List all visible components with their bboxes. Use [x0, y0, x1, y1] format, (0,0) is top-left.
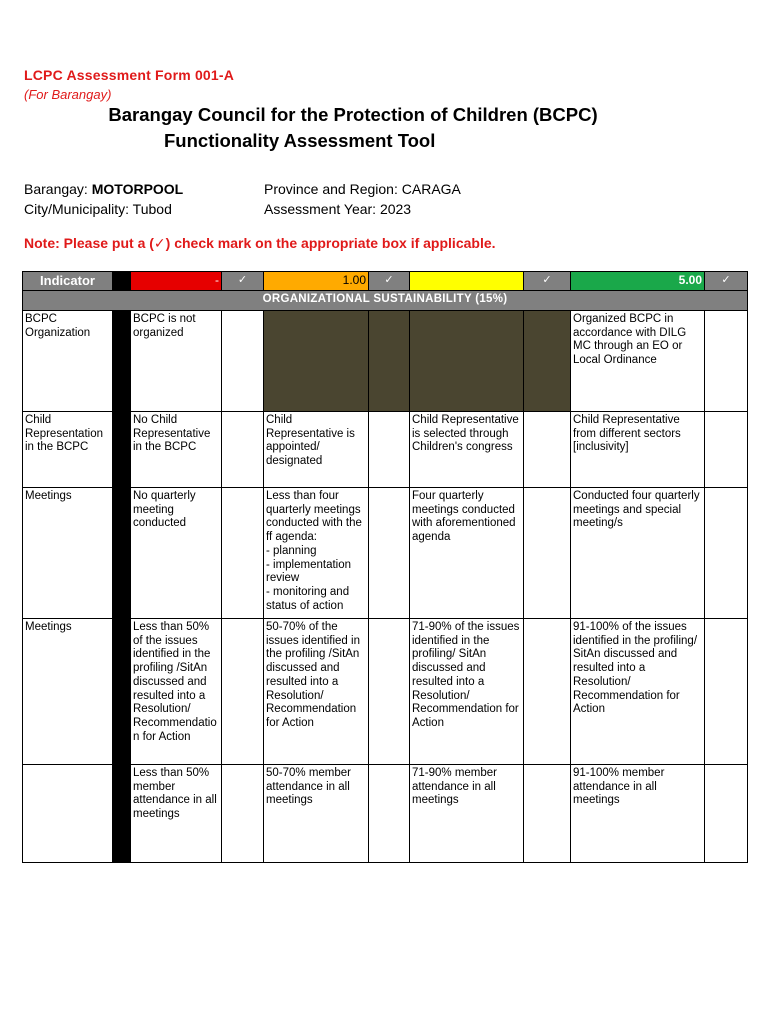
check-header-3: ✓ — [524, 272, 571, 291]
score-0-cell: No Child Representative in the BCPC — [131, 412, 222, 488]
table-row — [23, 488, 748, 619]
score-0-cell: Less than 50% member attendance in all meetings — [131, 765, 222, 863]
score-1-cell: Child Representative is appointed/ designated — [264, 412, 369, 488]
score-3-cell: 71-90% member attendance in all meetings — [410, 765, 524, 863]
check-header-5: ✓ — [705, 272, 748, 291]
score-3-header: 3.00 — [410, 272, 524, 291]
divider-cell — [113, 765, 131, 863]
table-row — [23, 619, 748, 765]
instruction-note: Note: Please put a (✓) check mark on the appropriate box if applicable. — [24, 235, 496, 251]
check-box-3[interactable] — [524, 488, 571, 619]
score-header-row — [23, 272, 748, 291]
score-5-cell: 91-100% of the issues identified in the profiling/ SitAn discussed and resulted into a Resolution/ Recommendation for Action — [571, 619, 705, 765]
check-box-3[interactable] — [524, 619, 571, 765]
form-subtitle: (For Barangay) — [24, 87, 112, 102]
year-label: Assessment Year: — [264, 201, 380, 217]
check-box-1 — [369, 311, 410, 412]
check-header-0: ✓ — [222, 272, 264, 291]
divider-cell — [113, 619, 131, 765]
assessment-table — [22, 271, 748, 863]
divider-cell — [113, 488, 131, 619]
check-box-0[interactable] — [222, 488, 264, 619]
indicator-cell — [23, 765, 113, 863]
score-0-cell: Less than 50% of the issues identified in the profiling /SitAn discussed and resulted into a Resolution/ Recommendation for Action — [131, 619, 222, 765]
check-box-5[interactable] — [705, 412, 748, 488]
check-box-5[interactable] — [705, 488, 748, 619]
province-field — [264, 181, 461, 197]
check-box-3 — [524, 311, 571, 412]
check-box-1[interactable] — [369, 765, 410, 863]
indicator-header: Indicator — [23, 272, 113, 291]
check-box-5[interactable] — [705, 765, 748, 863]
score-1-header: 1.00 — [264, 272, 369, 291]
province-value: CARAGA — [401, 181, 461, 197]
table-row — [23, 412, 748, 488]
city-label: City/Municipality: — [24, 201, 133, 217]
check-box-0[interactable] — [222, 619, 264, 765]
score-1-cell: 50-70% of the issues identified in the profiling /SitAn discussed and resulted into a Resolution/ Recommendation for Action — [264, 619, 369, 765]
check-box-1[interactable] — [369, 412, 410, 488]
section-title: ORGANIZATIONAL SUSTAINABILITY (15%) — [23, 291, 748, 311]
barangay-field — [24, 181, 183, 197]
check-header-1: ✓ — [369, 272, 410, 291]
city-value: Tubod — [132, 201, 172, 217]
barangay-label: Barangay: — [24, 181, 92, 197]
score-0-header: - — [131, 272, 222, 291]
score-5-cell: Organized BCPC in accordance with DILG MC through an EO or Local Ordinance — [571, 311, 705, 412]
check-box-0[interactable] — [222, 765, 264, 863]
divider-cell — [113, 412, 131, 488]
assessment-year-field — [264, 201, 411, 217]
check-box-5[interactable] — [705, 619, 748, 765]
divider-cell — [113, 311, 131, 412]
barangay-value: MOTORPOOL — [91, 181, 184, 197]
check-box-5[interactable] — [705, 311, 748, 412]
check-box-3[interactable] — [524, 765, 571, 863]
indicator-cell: Meetings — [23, 488, 113, 619]
table-row — [23, 311, 748, 412]
divider-column — [113, 272, 131, 291]
page-title: Barangay Council for the Protection of Children (BCPC) — [108, 104, 598, 125]
score-3-cell — [410, 311, 524, 412]
province-label: Province and Region: — [264, 181, 402, 197]
score-1-text: Less than four quarterly meetings conducted with the ff agenda: - planning - implementation review - monitoring and status of action — [266, 490, 362, 612]
year-value: 2023 — [379, 201, 412, 217]
score-5-cell: Child Representative from different sectors [inclusivity] — [571, 412, 705, 488]
score-3-cell: 71-90% of the issues identified in the profiling/ SitAn discussed and resulted into a Resolution/ Recommendation for Action — [410, 619, 524, 765]
indicator-cell: Meetings — [23, 619, 113, 765]
check-box-3[interactable] — [524, 412, 571, 488]
score-5-header: 5.00 — [571, 272, 705, 291]
check-box-0[interactable] — [222, 311, 264, 412]
score-3-cell: Child Representative is selected through Children's congress — [410, 412, 524, 488]
score-1-cell — [264, 488, 369, 619]
score-0-cell: BCPC is not organized — [131, 311, 222, 412]
check-box-1[interactable] — [369, 488, 410, 619]
indicator-cell: Child Representation in the BCPC — [23, 412, 113, 488]
check-box-1[interactable] — [369, 619, 410, 765]
score-1-cell: 50-70% member attendance in all meetings — [264, 765, 369, 863]
score-3-cell: Four quarterly meetings conducted with aforementioned agenda — [410, 488, 524, 619]
score-0-cell: No quarterly meeting conducted — [131, 488, 222, 619]
table-row — [23, 765, 748, 863]
form-code: LCPC Assessment Form 001-A — [24, 67, 235, 83]
score-5-cell: Conducted four quarterly meetings and special meeting/s — [571, 488, 705, 619]
check-box-0[interactable] — [222, 412, 264, 488]
indicator-cell: BCPC Organization — [23, 311, 113, 412]
city-field — [24, 201, 172, 217]
score-5-cell: 91-100% member attendance in all meetings — [571, 765, 705, 863]
section-row — [23, 291, 748, 311]
score-1-cell — [264, 311, 369, 412]
page-subtitle: Functionality Assessment Tool — [164, 130, 436, 151]
